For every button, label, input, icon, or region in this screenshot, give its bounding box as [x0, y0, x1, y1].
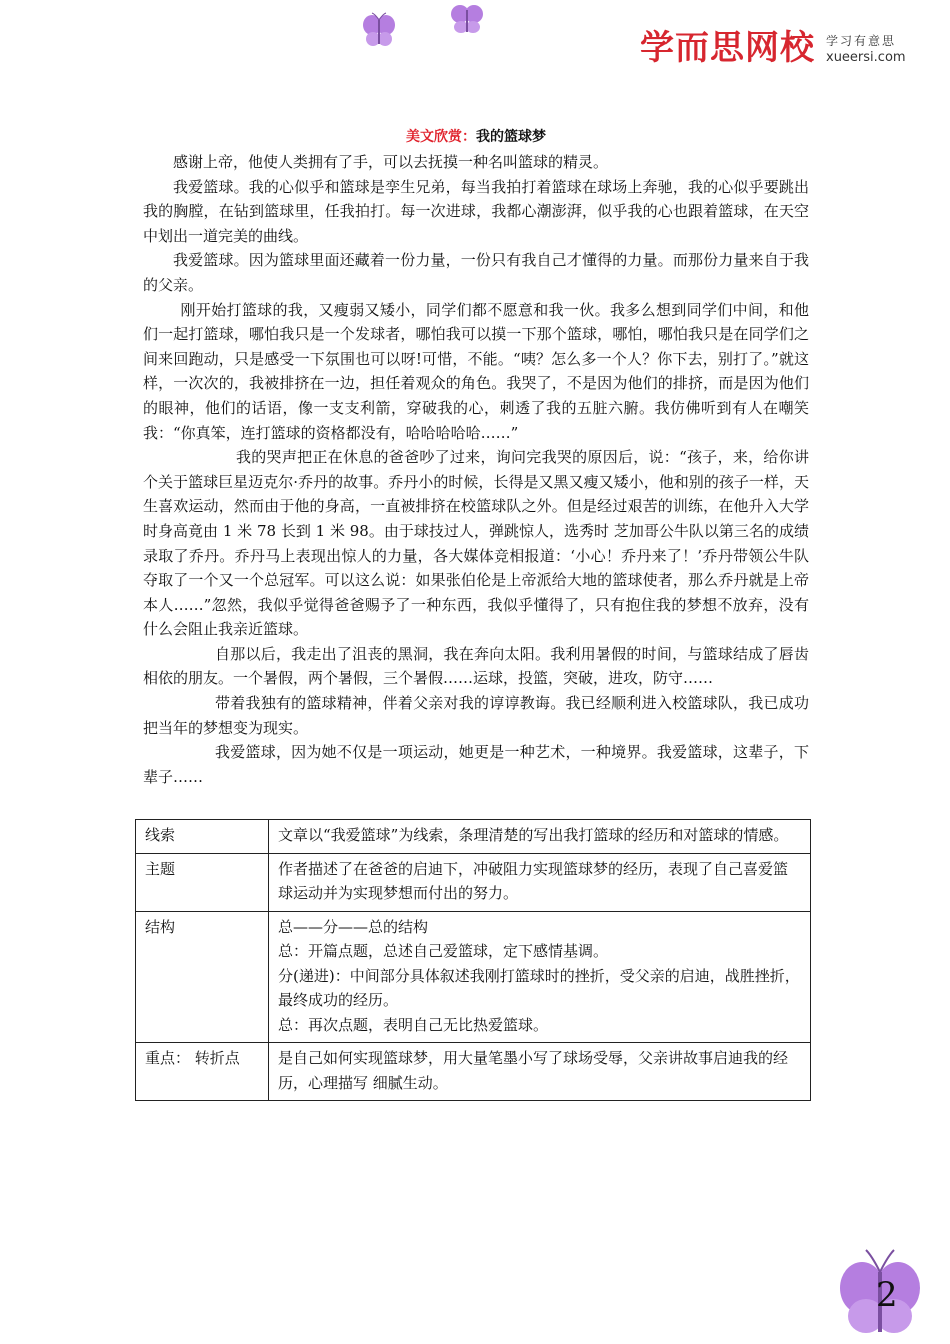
- title-text: 我的篮球梦: [476, 129, 546, 145]
- table-row: [136, 911, 811, 1043]
- row-value: [269, 853, 811, 911]
- row-line: 总——分——总的结构: [278, 917, 429, 936]
- analysis-table: [135, 819, 811, 1101]
- row-line: 总：再次点题，表明自己无比热爱篮球。: [278, 1015, 549, 1034]
- logo-slogan: 学习有意思: [826, 34, 897, 48]
- row-line: 是自己如何实现篮球梦，用大量笔墨小写了球场受辱，父亲讲故事启迪我的经历，心理描写 细腻生动。: [278, 1049, 789, 1092]
- article-title: [143, 126, 809, 148]
- row-key: 结构: [136, 911, 269, 1043]
- page-number: 2: [876, 1275, 898, 1315]
- table-row: [136, 820, 811, 854]
- paragraph: 我爱篮球。我的心似乎和篮球是孪生兄弟，每当我拍打着篮球在球场上奔驰，我的心似乎要跳出我的胸膛，在钻到篮球里，任我拍打。每一次进球，我都心潮澎湃，似乎我的心也跟着篮球，在天空中划出一道完美的曲线。: [143, 177, 809, 245]
- butterfly-icon: [362, 12, 396, 48]
- table-row: [136, 1043, 811, 1101]
- row-line: 分(递进)：中间部分具体叙述我刚打篮球时的挫折，受父亲的启迪，战胜挫折，最终成功的经历。: [278, 966, 800, 1009]
- butterfly-icon: [450, 2, 484, 36]
- row-line: 总：开篇点题，总述自己爱篮球，定下感情基调。: [278, 942, 609, 960]
- paragraph: 我爱篮球。因为篮球里面还藏着一份力量，一份只有我自己才懂得的力量。而那份力量来自于我的父亲。: [143, 251, 809, 294]
- row-key: 线索: [136, 820, 269, 854]
- paragraph: 刚开始打篮球的我，又瘦弱又矮小，同学们都不愿意和我一伙。我多么想到同学们中间，和他们一起打篮球，哪怕我只是一个发球者，哪怕我可以摸一下那个篮球，哪怕，哪怕我只是在同学们之间来回跑动，只是感受一下氛围也可以呀!可惜，不能。“咦？怎么多一个人？你下去，别打了。”就这样，一次次的，我被排挤在一边，担任着观众的角色。我哭了，不是因为他们的排挤，而是因为他们的眼神，他们的话语，像一支支利箭，穿破我的心，刺透了我的五脏六腑。我仿佛听到有人在嘲笑我：“你真笨，连打篮球的资格都没有，哈哈哈哈哈……”: [143, 300, 809, 442]
- paragraph: 自那以后，我走出了沮丧的黑洞，我在奔向太阳。我利用暑假的时间，与篮球结成了唇齿相依的朋友。一个暑假，两个暑假，三个暑假……运球，投篮，突破，进攻，防守……: [143, 644, 809, 688]
- logo-url: xueersi.com: [826, 50, 906, 65]
- row-line: 作者描述了在爸爸的启迪下，冲破阻力实现篮球梦的经历，表现了自己喜爱篮球运动并为实现梦想而付出的努力。: [278, 859, 789, 902]
- row-key: 重点： 转折点: [136, 1043, 269, 1101]
- paragraph: 带着我独有的篮球精神，伴着父亲对我的谆谆教诲。我已经顺利进入校篮球队，我已成功把当年的梦想变为现实。: [143, 694, 809, 737]
- row-value: [269, 1043, 811, 1101]
- row-value: [269, 911, 811, 1043]
- row-key: 主题: [136, 853, 269, 911]
- logo-text: 学而思网校: [640, 28, 815, 68]
- title-label: 美文欣赏：: [406, 129, 476, 145]
- paragraph: 感谢上帝，他使人类拥有了手，可以去抚摸一种名叫篮球的精灵。: [173, 153, 609, 171]
- table-row: [136, 853, 811, 911]
- row-line: 文章以“我爱篮球”为线索，条理清楚的写出我打篮球的经历和对篮球的情感。: [278, 826, 789, 844]
- article: [143, 126, 809, 789]
- row-value: [269, 820, 811, 854]
- paragraph: 我爱篮球，因为她不仅是一项运动，她更是一种艺术，一种境界。我爱篮球，这辈子，下辈子……: [143, 743, 809, 786]
- paragraph: 我的哭声把正在休息的爸爸吵了过来，询问完我哭的原因后，说：“孩子，来，给你讲个关于篮球巨星迈克尔·乔丹的故事。乔丹小的时候，长得是又黑又瘦又矮小，他和别的孩子一样，天生喜欢运动，然而由于他的身高，一直被排挤在校篮球队之外。但是经过艰苦的训练，在他升入大学时身高竟由 1 米 78 长到 1 米 98。由于球技过人，弹跳惊人，选秀时 芝加哥公牛队以第三名的成绩录取了乔丹。乔丹马上表现出惊人的力量，各大媒体竞相报道：‘小心！乔丹来了！’乔丹带领公牛队夺取了一个又一个总冠军。可以这么说：如果张伯伦是上帝派给大地的篮球使者，那么乔丹就是上帝本人……”忽然，我似乎觉得爸爸赐予了一种东西，我似乎懂得了，只有抱住我的梦想不放弃，没有什么会阻止我亲近篮球。: [143, 448, 809, 639]
